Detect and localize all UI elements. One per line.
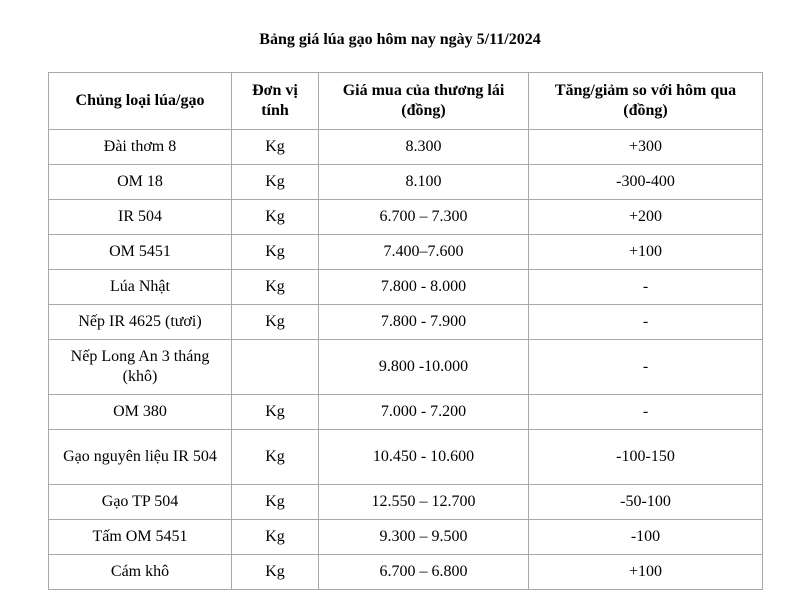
cell-price: 8.300 — [319, 130, 529, 165]
table-row — [49, 200, 763, 235]
table-header-row — [49, 73, 763, 130]
cell-change: - — [529, 305, 763, 340]
table-row — [49, 520, 763, 555]
cell-unit: Kg — [232, 395, 319, 430]
cell-price: 7.400–7.600 — [319, 235, 529, 270]
cell-type: Gạo TP 504 — [49, 485, 232, 520]
table-row — [49, 270, 763, 305]
cell-unit — [232, 340, 319, 395]
cell-unit: Kg — [232, 485, 319, 520]
cell-change: +300 — [529, 130, 763, 165]
cell-price: 9.800 -10.000 — [319, 340, 529, 395]
table-row — [49, 395, 763, 430]
cell-unit: Kg — [232, 305, 319, 340]
table-row — [49, 235, 763, 270]
cell-type: IR 504 — [49, 200, 232, 235]
cell-type: Nếp Long An 3 tháng (khô) — [49, 340, 232, 395]
table-row — [49, 165, 763, 200]
cell-unit: Kg — [232, 165, 319, 200]
table-row — [49, 555, 763, 590]
header-type: Chủng loại lúa/gạo — [49, 73, 232, 130]
cell-price: 6.700 – 6.800 — [319, 555, 529, 590]
header-change: Tăng/giảm so với hôm qua (đồng) — [529, 73, 763, 130]
table-row — [49, 130, 763, 165]
cell-type: OM 18 — [49, 165, 232, 200]
cell-change: -50-100 — [529, 485, 763, 520]
cell-type: Đài thơm 8 — [49, 130, 232, 165]
cell-price: 7.800 - 7.900 — [319, 305, 529, 340]
cell-price: 12.550 – 12.700 — [319, 485, 529, 520]
cell-price: 9.300 – 9.500 — [319, 520, 529, 555]
cell-change: - — [529, 270, 763, 305]
table-row — [49, 430, 763, 485]
cell-price: 7.800 - 8.000 — [319, 270, 529, 305]
cell-type: OM 380 — [49, 395, 232, 430]
page-title: Bảng giá lúa gạo hôm nay ngày 5/11/2024 — [259, 31, 541, 48]
cell-unit: Kg — [232, 200, 319, 235]
cell-change: +200 — [529, 200, 763, 235]
rice-price-table — [48, 72, 763, 590]
table-row — [49, 340, 763, 395]
cell-change: - — [529, 340, 763, 395]
cell-price: 8.100 — [319, 165, 529, 200]
cell-type: Tấm OM 5451 — [49, 520, 232, 555]
cell-type: Gạo nguyên liệu IR 504 — [49, 430, 232, 485]
cell-unit: Kg — [232, 270, 319, 305]
cell-change: -300-400 — [529, 165, 763, 200]
cell-unit: Kg — [232, 430, 319, 485]
cell-change: +100 — [529, 555, 763, 590]
table-row — [49, 305, 763, 340]
header-unit: Đơn vị tính — [232, 73, 319, 130]
cell-type: Lúa Nhật — [49, 270, 232, 305]
table-row — [49, 485, 763, 520]
cell-unit: Kg — [232, 520, 319, 555]
header-price: Giá mua của thương lái (đồng) — [319, 73, 529, 130]
cell-type: OM 5451 — [49, 235, 232, 270]
cell-price: 7.000 - 7.200 — [319, 395, 529, 430]
cell-price: 10.450 - 10.600 — [319, 430, 529, 485]
cell-change: - — [529, 395, 763, 430]
cell-change: -100 — [529, 520, 763, 555]
cell-unit: Kg — [232, 555, 319, 590]
cell-unit: Kg — [232, 235, 319, 270]
cell-type: Nếp IR 4625 (tươi) — [49, 305, 232, 340]
cell-unit: Kg — [232, 130, 319, 165]
cell-type: Cám khô — [49, 555, 232, 590]
cell-change: -100-150 — [529, 430, 763, 485]
cell-change: +100 — [529, 235, 763, 270]
cell-price: 6.700 – 7.300 — [319, 200, 529, 235]
